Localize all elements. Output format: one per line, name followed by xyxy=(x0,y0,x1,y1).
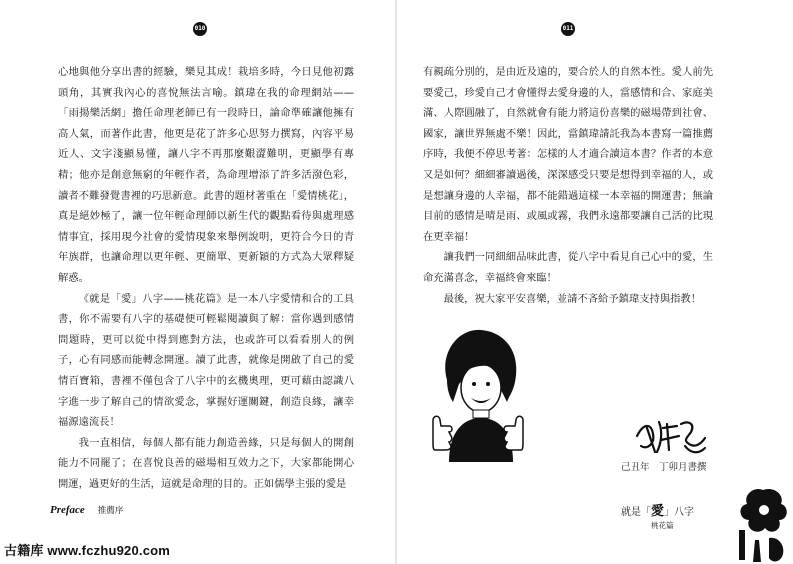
running-footer xyxy=(50,504,123,516)
left-body-text xyxy=(58,62,354,494)
author-photo xyxy=(429,322,527,462)
right-page xyxy=(397,0,793,564)
sign-date: 己丑年 丁卯月書撰 xyxy=(621,462,707,473)
book-title-highlight: 愛 xyxy=(651,504,665,519)
page-number-right: 011 xyxy=(561,22,575,36)
footer-label-en: Preface xyxy=(50,504,85,516)
right-paragraph-3: 最後，祝大家平安喜樂，並請不吝給予鎮瑋支持與指教！ xyxy=(443,292,702,305)
site-watermark: 古籍库 www.fczhu920.com xyxy=(4,543,171,558)
left-paragraph-3: 我一直相信，每個人都有能力創造善緣，只是每個人的開創能力不同罷了；在喜悅良善的磁場相互效力之下，大家都能開心開運，過更好的生活，這就是命理的目的。正如儒學主張的愛是 xyxy=(58,436,354,490)
book-title-suffix: 」八字 xyxy=(664,507,695,518)
flower-decoration xyxy=(733,486,789,564)
left-paragraph-2: 《就是「愛」八字——桃花篇》是一本八字愛情和合的工具書，你不需要有八字的基礎便可輕鬆閱讀與了解：當你遇到感情問題時，更可以從中得到應對方法，也或許可以看看別人的例子，心有同感而能轉念開運。讀了此書，就像是開啟了自己的愛情百寶箱，書裡不僅包含了八字中的玄機奧理，更可藉由認識八字進一步了解自己的情欲愛念，掌握好運關鍵，創造良緣，讓幸福源遠流長！ xyxy=(58,292,354,429)
right-body-text xyxy=(423,62,713,309)
book-title xyxy=(621,500,694,519)
footer-label-zh: 推薦序 xyxy=(97,506,124,516)
left-page xyxy=(0,0,396,564)
right-paragraph-2: 讓我們一同細細品味此書，從八字中看見自己心中的愛，生命充滿喜念，幸福終會來臨！ xyxy=(423,251,713,284)
right-paragraph-1: 有親疏分別的，是由近及遠的，要合於人的自然本性。愛人前先要愛己，珍愛自己才會懂得去愛身邊的人，當感情和合、家庭美滿、人際圓融了，自然就會有能力將這份喜樂的磁場帶到社會、國家，讓世界無處不樂！因此，當鎮瑋請託我為本書寫一篇推薦序時，我便不停思考著：怎樣的人才適合讀這本書？作者的本意又是如何？細細審讀過後，深深感受只要是想得到幸福的人，或是想讓身邊的人幸福，都不能錯過這樣一本幸福的開運書；無論目前的感情是晴是雨、或風或霧，我們永遠都要讓自己活的比現在更幸福！ xyxy=(423,66,713,243)
page-number-left: 010 xyxy=(193,22,207,36)
author-signature xyxy=(633,414,709,456)
book-subtitle: 桃花篇 xyxy=(651,521,674,530)
left-paragraph-1: 心地與他分享出書的經驗，樂見其成！栽培多時，今日見他初露頭角，其實我內心的喜悅無法言喻。鎮瑋在我的命理網站——「雨揚樂活網」擔任命理老師已有一段時日，論命準確讓他擁有高人氣，而著作此書，他更是花了許多心思努力撰寫，內容平易近人、文字淺顯易懂，讓八字不再那麼艱澀難明，更顯學有專精；他亦是創意無窮的年輕作者，為命理增添了許多活潑色彩，讀者不難發覺書裡的巧思新意。此書的題材著重在「愛情桃花」，真是絕妙極了，讓一位年輕命理師以新生代的觀點看待與處理感情事宜，採用現今社會的愛情現象來舉例說明，更符合今日的青年族群，也讓命理以更年輕、更簡單、更新穎的方式為大眾釋疑解惑。 xyxy=(58,66,354,284)
book-title-prefix: 就是「 xyxy=(621,507,651,518)
